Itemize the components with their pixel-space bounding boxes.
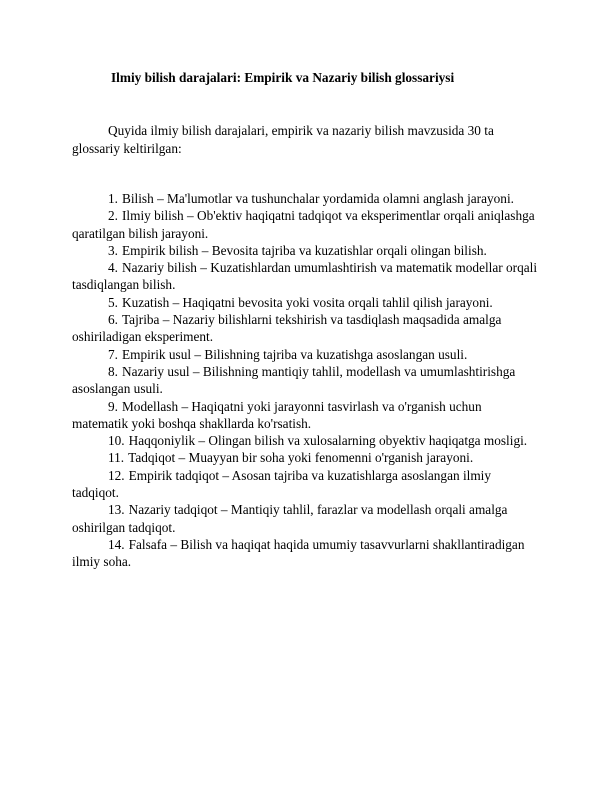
glossary-item-text: Bilish – Ma'lumotlar va tushunchalar yordamida olamni anglash jarayoni. xyxy=(121,191,514,206)
glossary-item xyxy=(72,449,540,466)
intro-paragraph: Quyida ilmiy bilish darajalari, empirik va nazariy bilish mavzusida 30 ta glossariy keltirilgan: xyxy=(72,123,494,156)
glossary-item-number: 9. xyxy=(108,398,118,414)
glossary-item xyxy=(72,432,540,449)
glossary-item xyxy=(72,190,540,207)
glossary-item-number: 12. xyxy=(108,467,125,483)
glossary-item xyxy=(72,398,540,433)
glossary-item-text: Falsafa – Bilish va haqiqat haqida umumiy tasavvurlarni shakllantiradigan ilmiy soha. xyxy=(72,536,525,570)
glossary-item-number: 5. xyxy=(108,294,118,310)
glossary-item-number: 13. xyxy=(108,502,125,518)
glossary-item-text: Kuzatish – Haqiqatni bevosita yoki vosita orqali tahlil qilish jarayoni. xyxy=(121,294,493,310)
glossary-item-number: 11. xyxy=(108,450,125,466)
glossary-item-text: Ilmiy bilish – Ob'ektiv haqiqatni tadqiqot va eksperimentlar orqali aniqlashga qaratilgan bilish jarayoni. xyxy=(72,208,535,241)
glossary-item-number: 3. xyxy=(108,242,118,258)
glossary-item-number: 2. xyxy=(108,208,118,224)
document-title: Ilmiy bilish darajalari: Empirik va Nazariy bilish glossariysi xyxy=(111,70,455,85)
glossary-item-number: 7. xyxy=(108,346,118,362)
glossary-item xyxy=(72,346,540,363)
glossary-item xyxy=(72,259,540,294)
glossary-item xyxy=(72,501,540,536)
glossary-item xyxy=(72,207,540,242)
glossary-item-text: Nazariy usul – Bilishning mantiqiy tahlil, modellash va umumlashtirishga asoslangan usuli. xyxy=(72,363,516,397)
glossary-item-text: Nazariy bilish – Kuzatishlardan umumlashtirish va matematik modellar orqali tasdiqlangan bilish. xyxy=(72,260,538,293)
glossary-item-number: 10. xyxy=(108,433,125,449)
glossary-item-text: Tajriba – Nazariy bilishlarni tekshirish va tasdiqlash maqsadida amalga oshiriladigan eksperiment. xyxy=(72,312,502,345)
glossary-item xyxy=(72,536,540,571)
glossary-item xyxy=(72,467,540,502)
glossary-item-text: Tadqiqot – Muayyan bir soha yoki fenomenni o'rganish jarayoni. xyxy=(128,450,474,466)
glossary-item-number: 14. xyxy=(108,536,125,552)
glossary-item-text: Empirik usul – Bilishning tajriba va kuzatishga asoslangan usuli. xyxy=(121,346,468,362)
glossary-item xyxy=(72,242,540,259)
glossary-item-number: 1. xyxy=(108,191,118,206)
glossary-item-text: Modellash – Haqiqatni yoki jarayonni tasvirlash va o'rganish uchun matematik yoki boshqa shakllarda ko'rsatish. xyxy=(72,398,482,431)
glossary-item-text: Nazariy tadqiqot – Mantiqiy tahlil, farazlar va modellash orqali amalga oshirilgan tadqiqot. xyxy=(72,502,508,535)
glossary-list xyxy=(72,190,540,571)
glossary-item-text: Empirik bilish – Bevosita tajriba va kuzatishlar orqali olingan bilish. xyxy=(121,242,487,258)
glossary-item-text: Empirik tadqiqot – Asosan tajriba va kuzatishlarga asoslangan ilmiy tadqiqot. xyxy=(72,467,492,501)
glossary-item xyxy=(72,363,540,398)
glossary-item xyxy=(72,294,540,311)
glossary-item-number: 8. xyxy=(108,363,118,379)
glossary-item-number: 6. xyxy=(108,312,118,328)
glossary-item xyxy=(72,311,540,346)
glossary-item-number: 4. xyxy=(108,260,118,276)
glossary-item-text: Haqqoniylik – Olingan bilish va xulosalarning obyektiv haqiqatga mosligi. xyxy=(128,433,528,449)
